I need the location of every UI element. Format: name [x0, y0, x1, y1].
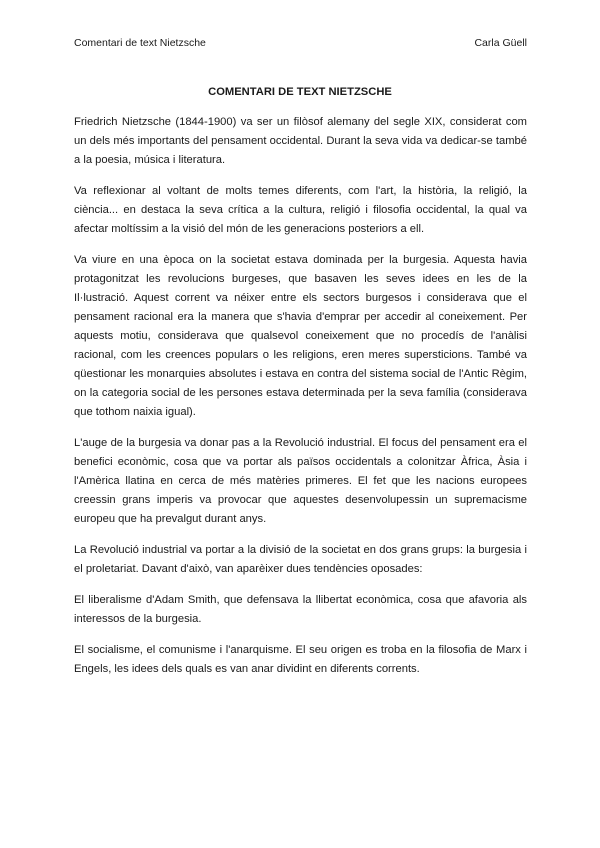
page-header: [74, 37, 527, 50]
paragraph-bourgeoisie: Va viure en una època on la societat estava dominada per la burgesia. Aquesta havia protagonitzat les revolucions burgeses, que basaven les seves idees en les de la Il·lustració. Aquest corrent va néixer entre els sectors burgesos i considerava que el pensament racional era la manera que s'havia d'emprar per accedir al coneixement. Per aquests motiu, considerava que qualsevol coneixement que no procedís de l'anàlisi racional, com les creences populars o les religions, eren meres supersticions. També va qüestionar les monarquies absolutes i estava en contra del sistema social de l'Antic Règim, on la categoria social de les persones estava determinada per la seva família (considerava que tothom naixia igual).: [74, 254, 527, 418]
document-body: [74, 113, 527, 691]
paragraph-industrial-revolution: L'auge de la burgesia va donar pas a la Revolució industrial. El focus del pensament era el benefici econòmic, cosa que va portar als països occidentals a colonitzar Àfrica, Àsia i l'Amèrica llatina en cerca de més matèries primeres. El fet que les nacions europees creessin grans imperis va provocar que aquestes desenvolupessin un supremacisme europeu que ha prevalgut durant anys.: [74, 437, 527, 525]
paragraph-intro: Friedrich Nietzsche (1844-1900) va ser un filòsof alemany del segle XIX, considerat com un dels més importants del pensament occidental. Durant la seva vida va dedicar-se també a la poesia, música i literatura.: [74, 116, 527, 166]
header-author: Carla Güell: [474, 37, 527, 49]
document-title: COMENTARI DE TEXT NIETZSCHE: [208, 86, 392, 98]
paragraph-themes: Va reflexionar al voltant de molts temes diferents, com l'art, la història, la religió, la ciència... en destaca la seva crítica a la cultura, religió i filosofia occidental, la qual va afectar moltíssim a la visió del món de les generacions posteriors a ell.: [74, 185, 527, 235]
paragraph-social-division: La Revolució industrial va portar a la divisió de la societat en dos grans grups: la burgesia i el proletariat. Davant d'això, van aparèixer dues tendències oposades:: [74, 544, 527, 575]
paragraph-liberalism: El liberalisme d'Adam Smith, que defensava la llibertat econòmica, cosa que afavoria als interessos de la burgesia.: [74, 594, 527, 625]
header-doc-title: Comentari de text Nietzsche: [74, 37, 206, 49]
paragraph-socialism: El socialisme, el comunisme i l'anarquisme. El seu origen es troba en la filosofia de Marx i Engels, les idees dels quals es van anar dividint en diferents corrents.: [74, 644, 527, 675]
